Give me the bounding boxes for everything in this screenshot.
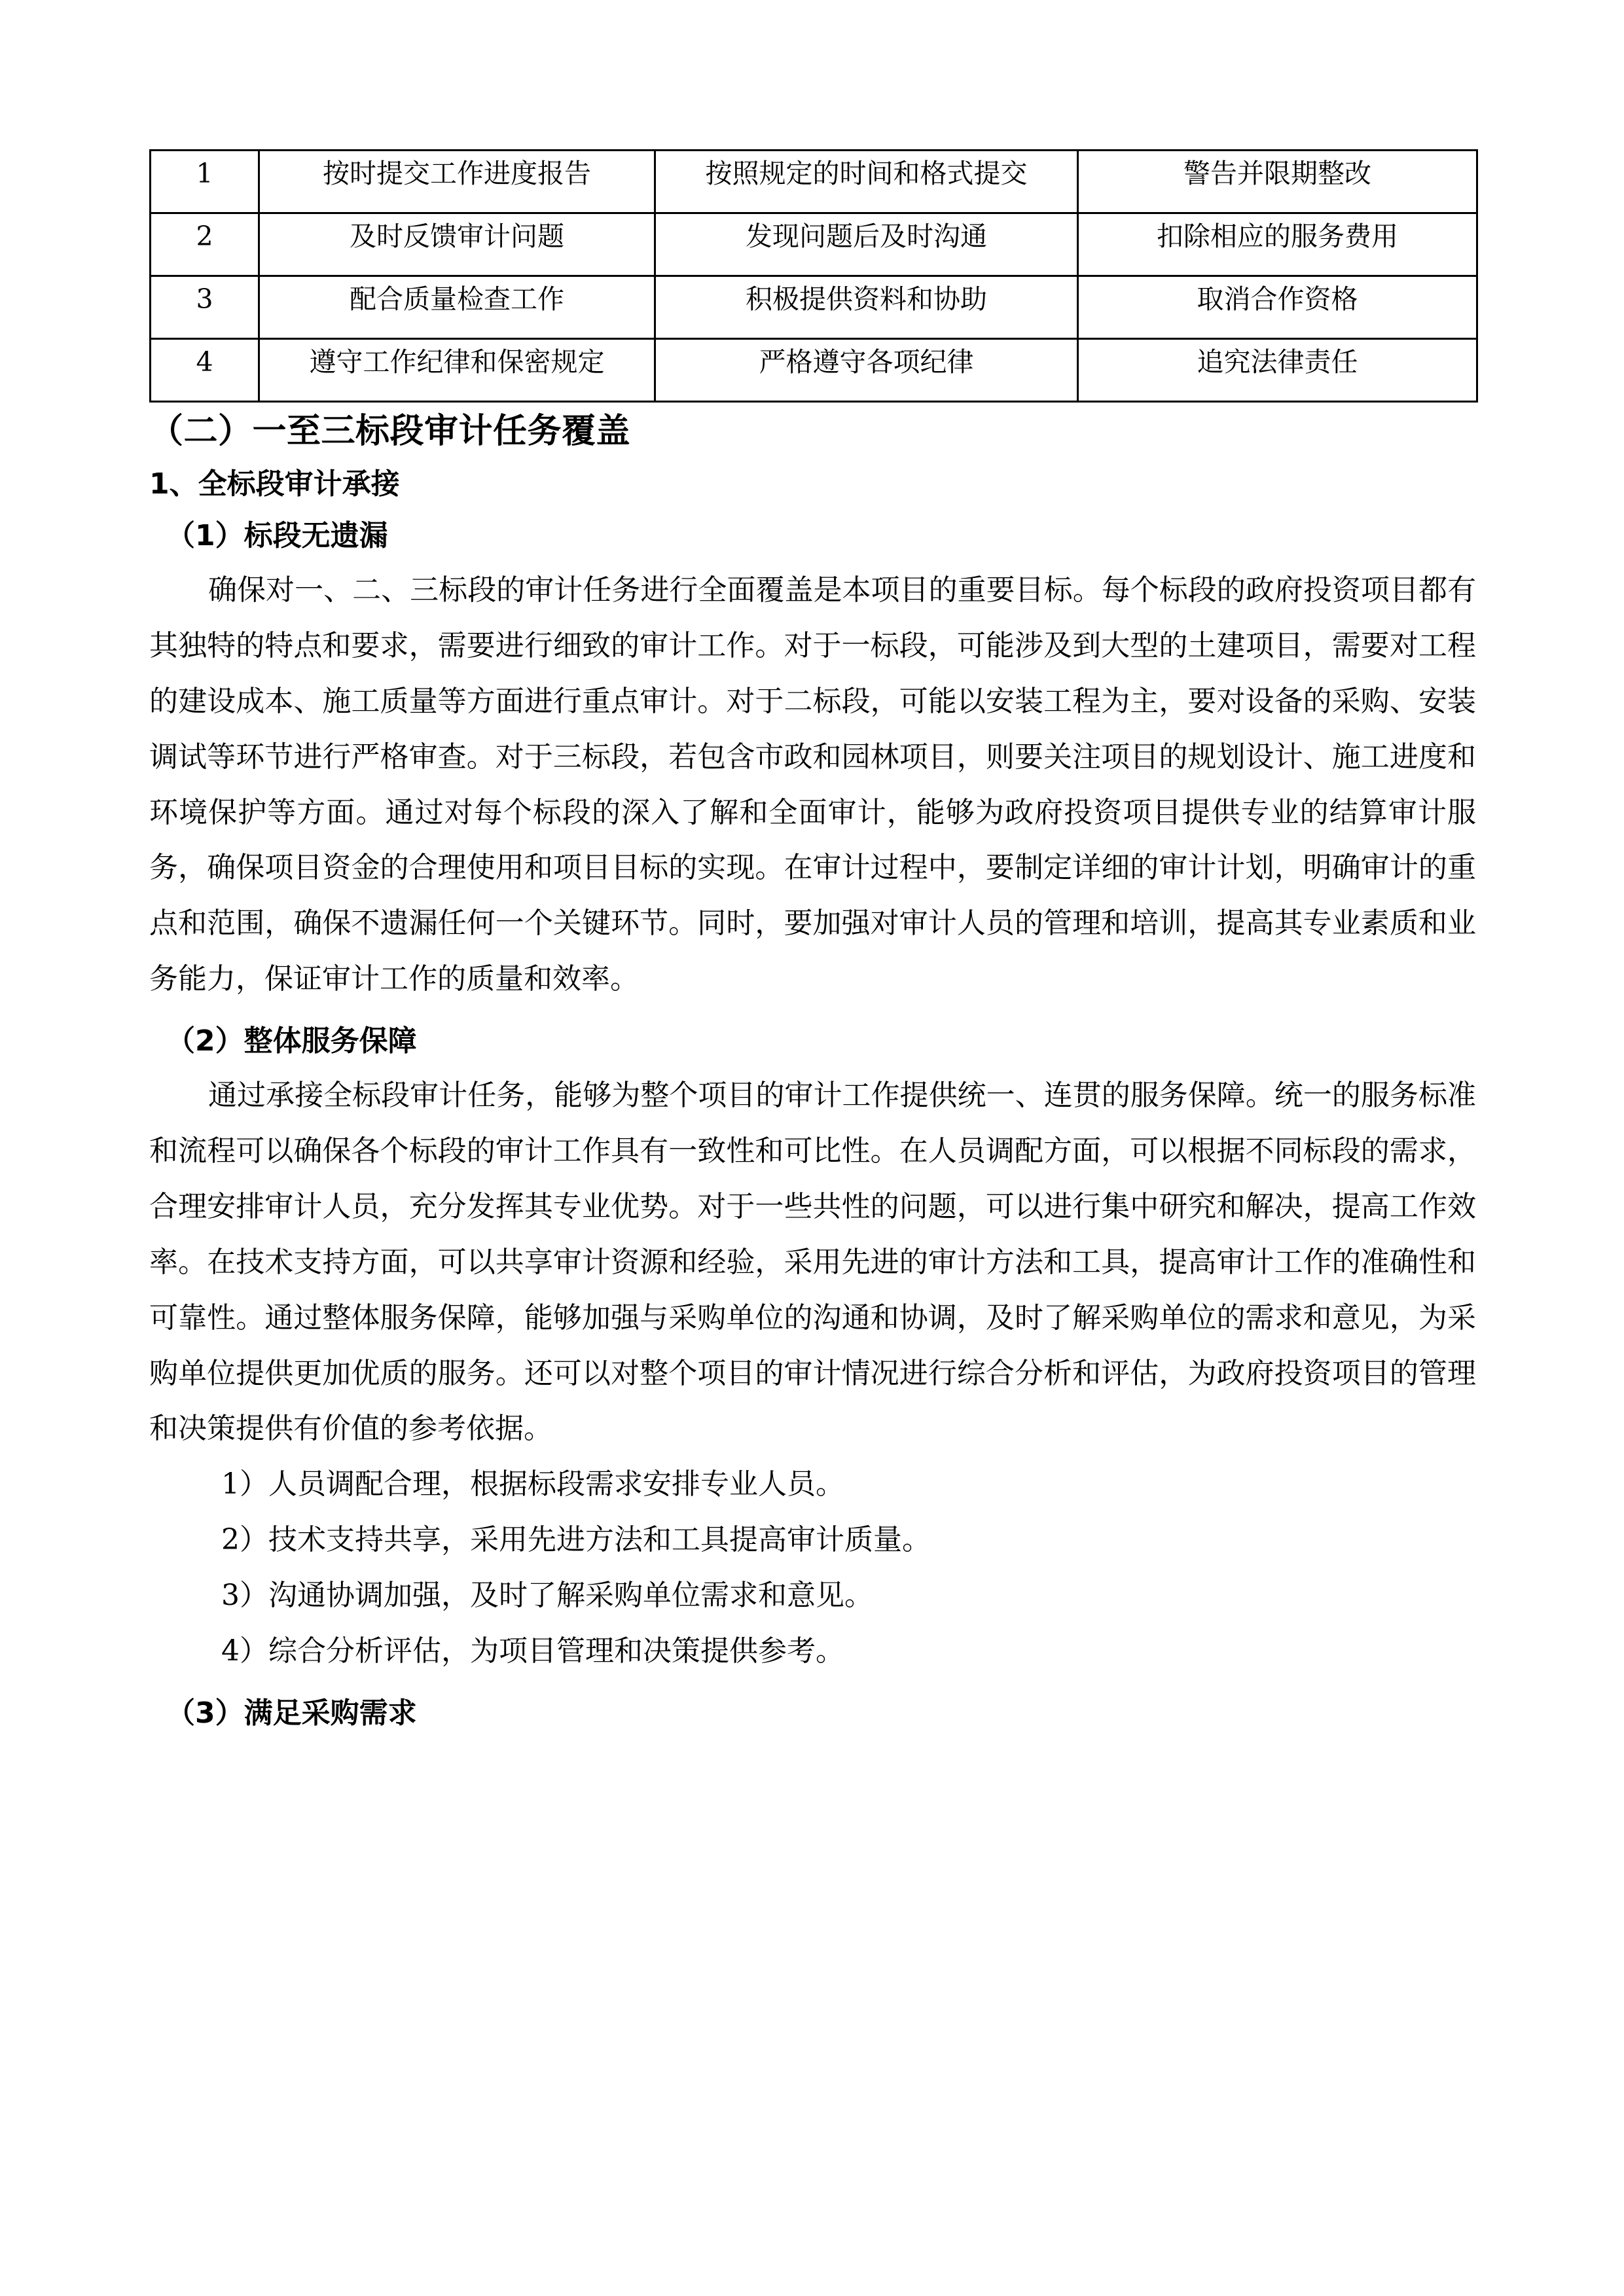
table-cell-item: 及时反馈审计问题 (259, 213, 655, 276)
heading-sub-1-1: （1）标段无遗漏 (166, 519, 388, 553)
table-cell-penalty: 追究法律责任 (1078, 339, 1477, 402)
table-cell-index: 3 (151, 276, 259, 339)
paragraph-overall-service-guarantee: 通过承接全标段审计任务，能够为整个项目的审计工作提供统一、连贯的服务保障。统一的服务标准和流程可以确保各个标段的审计工作具有一致性和可比性。在人员调配方面，可以根据不同标段的需求，合理安排审计人员，充分发挥其专业优势。对于一些共性的问题，可以进行集中研究和解决，提高工作效率。在技术支持方面，可以共享审计资源和经验，采用先进的审计方法和工具，提高审计工作的准确性和可靠性。通过整体服务保障，能够加强与采购单位的沟通和协调，及时了解采购单位的需求和意见，为采购单位提供更加优质的服务。还可以对整个项目的审计情况进行综合分析和评估，为政府投资项目的管理和决策提供有价值的参考依据。 (149, 1079, 1476, 1446)
table-cell-index: 1 (151, 151, 259, 213)
responsibility-table (149, 149, 1478, 403)
table-cell-penalty: 扣除相应的服务费用 (1078, 213, 1477, 276)
table-cell-item: 配合质量检查工作 (259, 276, 655, 339)
table-row (151, 276, 1477, 339)
table-row (151, 339, 1477, 402)
table-cell-requirement: 发现问题后及时沟通 (655, 213, 1078, 276)
heading-section-two: （二）一至三标段审计任务覆盖 (149, 412, 631, 451)
heading-sub-1-2: （2）整体服务保障 (166, 1024, 417, 1058)
list-item: 1）人员调配合理，根据标段需求安排专业人员。 (221, 1467, 844, 1501)
table-cell-requirement: 严格遵守各项纪律 (655, 339, 1078, 402)
list-item: 4）综合分析评估，为项目管理和决策提供参考。 (221, 1634, 844, 1668)
table-row (151, 213, 1477, 276)
table-cell-item: 按时提交工作进度报告 (259, 151, 655, 213)
table-cell-requirement: 积极提供资料和协助 (655, 276, 1078, 339)
table-row (151, 151, 1477, 213)
table-cell-penalty: 取消合作资格 (1078, 276, 1477, 339)
table-cell-requirement: 按照规定的时间和格式提交 (655, 151, 1078, 213)
heading-sub-1: 1、全标段审计承接 (149, 467, 400, 501)
table-cell-index: 2 (151, 213, 259, 276)
heading-sub-1-3: （3）满足采购需求 (166, 1696, 417, 1730)
table-cell-index: 4 (151, 339, 259, 402)
paragraph-bid-section-coverage: 确保对一、二、三标段的审计任务进行全面覆盖是本项目的重要目标。每个标段的政府投资项目都有其独特的特点和要求，需要进行细致的审计工作。对于一标段，可能涉及到大型的土建项目，需要对工程的建设成本、施工质量等方面进行重点审计。对于二标段，可能以安装工程为主，要对设备的采购、安装调试等环节进行严格审查。对于三标段，若包含市政和园林项目，则要关注项目的规划设计、施工进度和环境保护等方面。通过对每个标段的深入了解和全面审计，能够为政府投资项目提供专业的结算审计服务，确保项目资金的合理使用和项目目标的实现。在审计过程中，要制定详细的审计计划，明确审计的重点和范围，确保不遗漏任何一个关键环节。同时，要加强对审计人员的管理和培训，提高其专业素质和业务能力，保证审计工作的质量和效率。 (149, 573, 1476, 996)
table-cell-penalty: 警告并限期整改 (1078, 151, 1477, 213)
list-item: 2）技术支持共享，采用先进方法和工具提高审计质量。 (221, 1523, 931, 1557)
list-item: 3）沟通协调加强，及时了解采购单位需求和意见。 (221, 1579, 873, 1613)
table-cell-item: 遵守工作纪律和保密规定 (259, 339, 655, 402)
